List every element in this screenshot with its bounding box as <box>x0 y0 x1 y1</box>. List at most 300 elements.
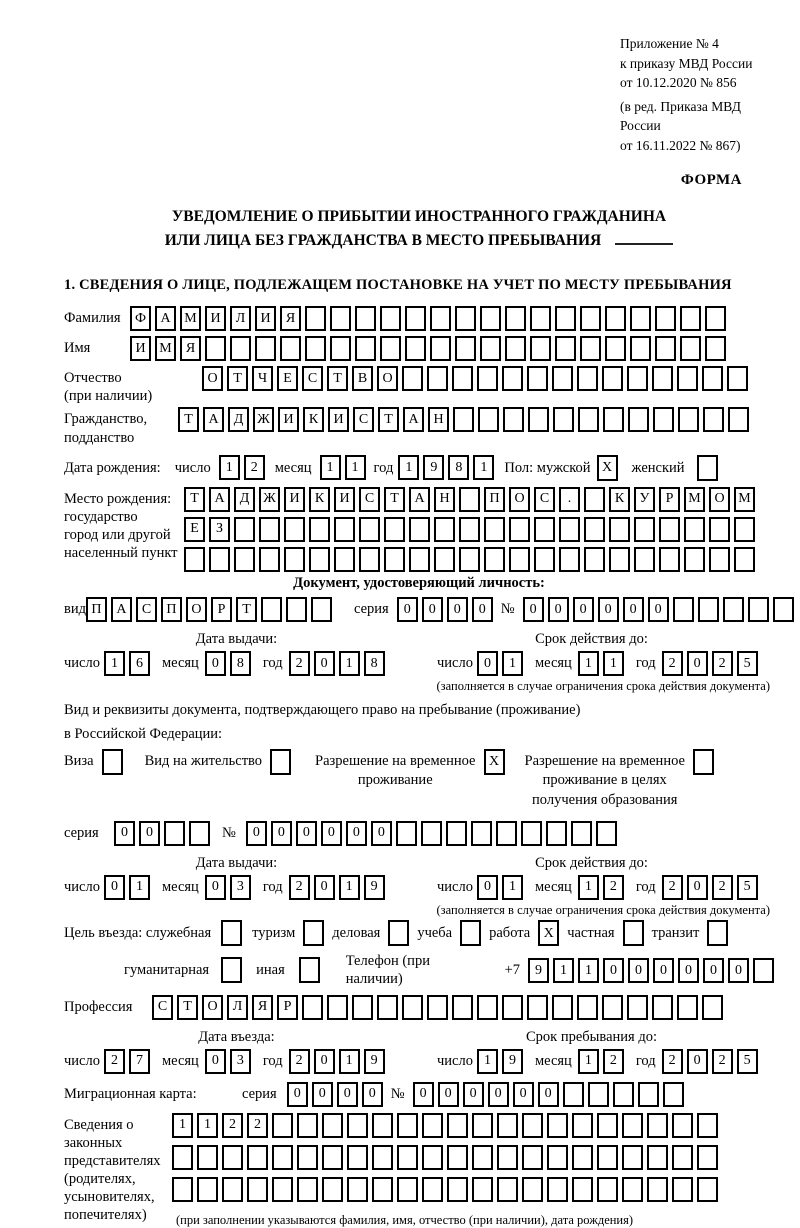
form-cell[interactable]: П <box>484 487 505 512</box>
form-cell[interactable] <box>572 1113 593 1138</box>
form-cell[interactable] <box>396 821 417 846</box>
form-cell[interactable] <box>652 366 673 391</box>
form-cell[interactable] <box>638 1082 659 1107</box>
form-cell[interactable] <box>372 1177 393 1202</box>
form-cell[interactable] <box>302 995 323 1020</box>
form-cell[interactable]: Д <box>234 487 255 512</box>
form-cell[interactable]: 0 <box>548 597 569 622</box>
form-cell[interactable] <box>272 1177 293 1202</box>
form-cell[interactable]: 1 <box>477 1049 498 1074</box>
form-cell[interactable]: И <box>130 336 151 361</box>
form-cell[interactable]: Я <box>180 336 201 361</box>
form-cell[interactable] <box>297 1113 318 1138</box>
form-cell[interactable] <box>505 306 526 331</box>
form-cell[interactable]: 1 <box>129 875 150 900</box>
form-cell[interactable]: 0 <box>463 1082 484 1107</box>
form-cell[interactable] <box>405 336 426 361</box>
form-cell[interactable] <box>434 517 455 542</box>
form-cell[interactable] <box>748 597 769 622</box>
form-cell[interactable] <box>659 547 680 572</box>
form-cell[interactable] <box>502 995 523 1020</box>
form-cell[interactable] <box>697 1145 718 1170</box>
form-cell[interactable] <box>347 1113 368 1138</box>
form-cell[interactable]: И <box>284 487 305 512</box>
form-cell[interactable] <box>234 517 255 542</box>
form-cell[interactable] <box>534 547 555 572</box>
purpose-private-checkbox[interactable] <box>623 920 644 946</box>
form-cell[interactable]: 2 <box>662 1049 683 1074</box>
form-cell[interactable]: 1 <box>603 651 624 676</box>
form-cell[interactable] <box>597 1177 618 1202</box>
form-cell[interactable] <box>703 407 724 432</box>
form-cell[interactable] <box>477 995 498 1020</box>
form-cell[interactable] <box>547 1113 568 1138</box>
form-cell[interactable]: 2 <box>662 651 683 676</box>
form-cell[interactable] <box>655 336 676 361</box>
form-cell[interactable] <box>602 995 623 1020</box>
form-cell[interactable]: 0 <box>653 958 674 983</box>
purpose-transit-checkbox[interactable] <box>707 920 728 946</box>
form-cell[interactable]: М <box>684 487 705 512</box>
form-cell[interactable] <box>272 1145 293 1170</box>
form-cell[interactable] <box>472 1145 493 1170</box>
form-cell[interactable]: 5 <box>737 651 758 676</box>
form-cell[interactable]: 8 <box>230 651 251 676</box>
form-cell[interactable] <box>580 336 601 361</box>
form-cell[interactable] <box>497 1177 518 1202</box>
form-cell[interactable] <box>572 1177 593 1202</box>
form-cell[interactable]: 0 <box>513 1082 534 1107</box>
form-cell[interactable]: 0 <box>422 597 443 622</box>
form-cell[interactable] <box>653 407 674 432</box>
form-cell[interactable] <box>459 487 480 512</box>
form-cell[interactable]: 7 <box>129 1049 150 1074</box>
form-cell[interactable] <box>405 306 426 331</box>
form-cell[interactable]: Н <box>428 407 449 432</box>
form-cell[interactable]: М <box>155 336 176 361</box>
form-cell[interactable]: 1 <box>320 455 341 480</box>
form-cell[interactable] <box>534 517 555 542</box>
form-cell[interactable] <box>402 366 423 391</box>
form-cell[interactable] <box>205 336 226 361</box>
form-cell[interactable]: 0 <box>314 875 335 900</box>
form-cell[interactable] <box>522 1177 543 1202</box>
form-cell[interactable] <box>372 1113 393 1138</box>
form-cell[interactable] <box>189 821 210 846</box>
form-cell[interactable] <box>522 1113 543 1138</box>
form-cell[interactable] <box>372 1145 393 1170</box>
form-cell[interactable]: 0 <box>623 597 644 622</box>
form-cell[interactable] <box>672 1177 693 1202</box>
form-cell[interactable] <box>305 336 326 361</box>
form-cell[interactable]: 2 <box>662 875 683 900</box>
form-cell[interactable] <box>580 306 601 331</box>
form-cell[interactable] <box>247 1145 268 1170</box>
form-cell[interactable]: О <box>202 366 223 391</box>
form-cell[interactable] <box>588 1082 609 1107</box>
form-cell[interactable] <box>230 336 251 361</box>
form-cell[interactable] <box>527 366 548 391</box>
form-cell[interactable] <box>584 547 605 572</box>
form-cell[interactable] <box>727 366 748 391</box>
form-cell[interactable]: 0 <box>477 651 498 676</box>
form-cell[interactable] <box>422 1113 443 1138</box>
form-cell[interactable]: Я <box>252 995 273 1020</box>
form-cell[interactable] <box>578 407 599 432</box>
form-cell[interactable]: 9 <box>528 958 549 983</box>
form-cell[interactable]: О <box>509 487 530 512</box>
form-cell[interactable] <box>497 1145 518 1170</box>
form-cell[interactable] <box>672 1145 693 1170</box>
form-cell[interactable] <box>559 547 580 572</box>
form-cell[interactable]: И <box>205 306 226 331</box>
form-cell[interactable]: 0 <box>678 958 699 983</box>
form-cell[interactable] <box>447 1145 468 1170</box>
form-cell[interactable]: 3 <box>230 1049 251 1074</box>
form-cell[interactable]: 2 <box>289 1049 310 1074</box>
form-cell[interactable] <box>446 821 467 846</box>
rvp-checkbox[interactable]: X <box>484 749 505 775</box>
purpose-humanitarian-checkbox[interactable] <box>221 957 242 983</box>
form-cell[interactable]: 0 <box>472 597 493 622</box>
form-cell[interactable]: . <box>559 487 580 512</box>
form-cell[interactable] <box>577 995 598 1020</box>
form-cell[interactable]: 0 <box>687 875 708 900</box>
form-cell[interactable]: А <box>409 487 430 512</box>
form-cell[interactable]: 1 <box>339 651 360 676</box>
form-cell[interactable] <box>359 517 380 542</box>
form-cell[interactable]: 0 <box>477 875 498 900</box>
form-cell[interactable] <box>663 1082 684 1107</box>
form-cell[interactable]: Т <box>178 407 199 432</box>
form-cell[interactable]: 5 <box>737 875 758 900</box>
form-cell[interactable]: 1 <box>502 875 523 900</box>
form-cell[interactable]: Л <box>227 995 248 1020</box>
form-cell[interactable] <box>622 1113 643 1138</box>
form-cell[interactable] <box>222 1177 243 1202</box>
form-cell[interactable]: 0 <box>438 1082 459 1107</box>
form-cell[interactable] <box>327 995 348 1020</box>
form-cell[interactable] <box>472 1177 493 1202</box>
form-cell[interactable] <box>447 1113 468 1138</box>
form-cell[interactable] <box>477 366 498 391</box>
form-cell[interactable]: 0 <box>104 875 125 900</box>
form-cell[interactable] <box>528 407 549 432</box>
form-cell[interactable]: Н <box>434 487 455 512</box>
visa-checkbox[interactable] <box>102 749 123 775</box>
form-cell[interactable]: 1 <box>172 1113 193 1138</box>
form-cell[interactable]: 0 <box>114 821 135 846</box>
form-cell[interactable] <box>272 1113 293 1138</box>
form-cell[interactable]: Т <box>177 995 198 1020</box>
form-cell[interactable]: 0 <box>628 958 649 983</box>
form-cell[interactable] <box>297 1145 318 1170</box>
form-cell[interactable]: Д <box>228 407 249 432</box>
form-cell[interactable]: 8 <box>448 455 469 480</box>
form-cell[interactable] <box>478 407 499 432</box>
form-cell[interactable] <box>322 1145 343 1170</box>
form-cell[interactable] <box>397 1113 418 1138</box>
form-cell[interactable] <box>547 1177 568 1202</box>
form-cell[interactable]: И <box>255 306 276 331</box>
form-cell[interactable] <box>322 1177 343 1202</box>
form-cell[interactable]: К <box>309 487 330 512</box>
form-cell[interactable] <box>630 306 651 331</box>
form-cell[interactable] <box>430 336 451 361</box>
form-cell[interactable]: Т <box>236 597 257 622</box>
form-cell[interactable] <box>684 517 705 542</box>
form-cell[interactable] <box>684 547 705 572</box>
form-cell[interactable]: 6 <box>129 651 150 676</box>
form-cell[interactable]: 9 <box>364 1049 385 1074</box>
form-cell[interactable] <box>452 366 473 391</box>
form-cell[interactable] <box>509 517 530 542</box>
form-cell[interactable] <box>673 597 694 622</box>
form-cell[interactable] <box>605 306 626 331</box>
form-cell[interactable] <box>522 1145 543 1170</box>
form-cell[interactable]: 8 <box>364 651 385 676</box>
form-cell[interactable] <box>247 1177 268 1202</box>
form-cell[interactable]: 1 <box>345 455 366 480</box>
form-cell[interactable] <box>311 597 332 622</box>
form-cell[interactable] <box>197 1145 218 1170</box>
form-cell[interactable] <box>552 366 573 391</box>
form-cell[interactable] <box>455 306 476 331</box>
form-cell[interactable] <box>427 995 448 1020</box>
form-cell[interactable]: 0 <box>139 821 160 846</box>
form-cell[interactable]: А <box>403 407 424 432</box>
form-cell[interactable]: 0 <box>346 821 367 846</box>
form-cell[interactable] <box>427 366 448 391</box>
form-cell[interactable]: К <box>609 487 630 512</box>
form-cell[interactable] <box>655 306 676 331</box>
form-cell[interactable]: 0 <box>573 597 594 622</box>
form-cell[interactable] <box>530 306 551 331</box>
form-cell[interactable]: О <box>377 366 398 391</box>
form-cell[interactable] <box>555 336 576 361</box>
form-cell[interactable]: 1 <box>553 958 574 983</box>
form-cell[interactable]: 9 <box>364 875 385 900</box>
form-cell[interactable] <box>421 821 442 846</box>
form-cell[interactable] <box>355 306 376 331</box>
form-cell[interactable]: В <box>352 366 373 391</box>
form-cell[interactable]: 2 <box>712 651 733 676</box>
form-cell[interactable]: 1 <box>104 651 125 676</box>
form-cell[interactable]: К <box>303 407 324 432</box>
form-cell[interactable]: У <box>634 487 655 512</box>
form-cell[interactable]: 2 <box>289 651 310 676</box>
form-cell[interactable] <box>603 407 624 432</box>
form-cell[interactable] <box>680 306 701 331</box>
form-cell[interactable] <box>553 407 574 432</box>
form-cell[interactable]: А <box>209 487 230 512</box>
form-cell[interactable]: 1 <box>197 1113 218 1138</box>
form-cell[interactable] <box>647 1145 668 1170</box>
form-cell[interactable]: Т <box>327 366 348 391</box>
purpose-business-checkbox[interactable] <box>388 920 409 946</box>
form-cell[interactable]: 2 <box>289 875 310 900</box>
form-cell[interactable] <box>497 1113 518 1138</box>
form-cell[interactable]: 0 <box>648 597 669 622</box>
form-cell[interactable]: 5 <box>737 1049 758 1074</box>
form-cell[interactable] <box>728 407 749 432</box>
form-cell[interactable]: Р <box>211 597 232 622</box>
form-cell[interactable]: 1 <box>219 455 240 480</box>
form-cell[interactable] <box>359 547 380 572</box>
form-cell[interactable]: Ч <box>252 366 273 391</box>
form-cell[interactable]: З <box>209 517 230 542</box>
form-cell[interactable] <box>584 487 605 512</box>
form-cell[interactable] <box>627 995 648 1020</box>
form-cell[interactable] <box>672 1113 693 1138</box>
form-cell[interactable]: 2 <box>104 1049 125 1074</box>
form-cell[interactable]: 1 <box>502 651 523 676</box>
form-cell[interactable] <box>255 336 276 361</box>
form-cell[interactable] <box>286 597 307 622</box>
form-cell[interactable]: 1 <box>339 1049 360 1074</box>
form-cell[interactable]: Ж <box>259 487 280 512</box>
form-cell[interactable]: 0 <box>205 875 226 900</box>
form-cell[interactable] <box>234 547 255 572</box>
sex-male-checkbox[interactable]: X <box>597 455 618 481</box>
form-cell[interactable]: 0 <box>703 958 724 983</box>
form-cell[interactable]: А <box>155 306 176 331</box>
form-cell[interactable] <box>409 547 430 572</box>
form-cell[interactable] <box>322 1113 343 1138</box>
form-cell[interactable] <box>384 547 405 572</box>
form-cell[interactable] <box>172 1145 193 1170</box>
form-cell[interactable]: 0 <box>728 958 749 983</box>
form-cell[interactable]: Ж <box>253 407 274 432</box>
form-cell[interactable] <box>447 1177 468 1202</box>
form-cell[interactable] <box>697 1177 718 1202</box>
form-cell[interactable] <box>259 547 280 572</box>
form-cell[interactable]: Ф <box>130 306 151 331</box>
form-cell[interactable] <box>347 1145 368 1170</box>
form-cell[interactable] <box>734 517 755 542</box>
form-cell[interactable] <box>484 547 505 572</box>
form-cell[interactable] <box>609 547 630 572</box>
form-cell[interactable] <box>164 821 185 846</box>
form-cell[interactable] <box>609 517 630 542</box>
form-cell[interactable]: 9 <box>502 1049 523 1074</box>
form-cell[interactable]: 0 <box>314 651 335 676</box>
form-cell[interactable] <box>677 995 698 1020</box>
form-cell[interactable] <box>584 517 605 542</box>
purpose-other-checkbox[interactable] <box>299 957 320 983</box>
form-cell[interactable]: С <box>152 995 173 1020</box>
form-cell[interactable]: 0 <box>687 1049 708 1074</box>
form-cell[interactable] <box>397 1145 418 1170</box>
form-cell[interactable]: С <box>359 487 380 512</box>
form-cell[interactable] <box>280 336 301 361</box>
form-cell[interactable] <box>571 821 592 846</box>
form-cell[interactable]: 1 <box>578 958 599 983</box>
form-cell[interactable] <box>309 517 330 542</box>
form-cell[interactable] <box>422 1177 443 1202</box>
form-cell[interactable] <box>496 821 517 846</box>
form-cell[interactable] <box>384 517 405 542</box>
form-cell[interactable]: 0 <box>371 821 392 846</box>
form-cell[interactable]: 0 <box>337 1082 358 1107</box>
form-cell[interactable]: 2 <box>244 455 265 480</box>
form-cell[interactable] <box>678 407 699 432</box>
sex-female-checkbox[interactable] <box>697 455 718 481</box>
form-cell[interactable]: С <box>302 366 323 391</box>
form-cell[interactable]: 0 <box>413 1082 434 1107</box>
form-cell[interactable] <box>709 517 730 542</box>
form-cell[interactable] <box>530 336 551 361</box>
form-cell[interactable]: А <box>203 407 224 432</box>
form-cell[interactable]: А <box>111 597 132 622</box>
form-cell[interactable]: 0 <box>598 597 619 622</box>
form-cell[interactable]: 0 <box>603 958 624 983</box>
form-cell[interactable] <box>552 995 573 1020</box>
form-cell[interactable] <box>284 517 305 542</box>
form-cell[interactable] <box>472 1113 493 1138</box>
form-cell[interactable] <box>305 306 326 331</box>
form-cell[interactable] <box>572 1145 593 1170</box>
form-cell[interactable]: Е <box>184 517 205 542</box>
form-cell[interactable] <box>647 1113 668 1138</box>
form-cell[interactable]: С <box>353 407 374 432</box>
form-cell[interactable] <box>634 547 655 572</box>
form-cell[interactable] <box>559 517 580 542</box>
form-cell[interactable] <box>259 517 280 542</box>
form-cell[interactable]: 0 <box>246 821 267 846</box>
form-cell[interactable] <box>698 597 719 622</box>
form-cell[interactable] <box>330 306 351 331</box>
form-cell[interactable]: М <box>734 487 755 512</box>
form-cell[interactable] <box>596 821 617 846</box>
form-cell[interactable] <box>659 517 680 542</box>
form-cell[interactable]: М <box>180 306 201 331</box>
form-cell[interactable]: Е <box>277 366 298 391</box>
form-cell[interactable] <box>452 995 473 1020</box>
form-cell[interactable] <box>563 1082 584 1107</box>
form-cell[interactable]: 0 <box>205 1049 226 1074</box>
form-cell[interactable]: 0 <box>312 1082 333 1107</box>
form-cell[interactable] <box>602 366 623 391</box>
form-cell[interactable] <box>509 547 530 572</box>
form-cell[interactable] <box>702 366 723 391</box>
form-cell[interactable]: 0 <box>362 1082 383 1107</box>
form-cell[interactable] <box>480 306 501 331</box>
form-cell[interactable] <box>622 1145 643 1170</box>
form-cell[interactable]: 1 <box>398 455 419 480</box>
form-cell[interactable] <box>613 1082 634 1107</box>
form-cell[interactable]: 0 <box>296 821 317 846</box>
form-cell[interactable]: 1 <box>339 875 360 900</box>
form-cell[interactable]: И <box>278 407 299 432</box>
form-cell[interactable] <box>605 336 626 361</box>
form-cell[interactable]: 0 <box>321 821 342 846</box>
form-cell[interactable] <box>705 336 726 361</box>
form-cell[interactable] <box>422 1145 443 1170</box>
form-cell[interactable] <box>309 547 330 572</box>
form-cell[interactable]: 1 <box>578 1049 599 1074</box>
form-cell[interactable] <box>505 336 526 361</box>
form-cell[interactable] <box>480 336 501 361</box>
form-cell[interactable]: 1 <box>578 875 599 900</box>
form-cell[interactable]: Р <box>659 487 680 512</box>
form-cell[interactable]: Т <box>184 487 205 512</box>
form-cell[interactable]: О <box>186 597 207 622</box>
form-cell[interactable]: 0 <box>205 651 226 676</box>
form-cell[interactable] <box>430 306 451 331</box>
form-cell[interactable]: Т <box>384 487 405 512</box>
purpose-tourism-checkbox[interactable] <box>303 920 324 946</box>
